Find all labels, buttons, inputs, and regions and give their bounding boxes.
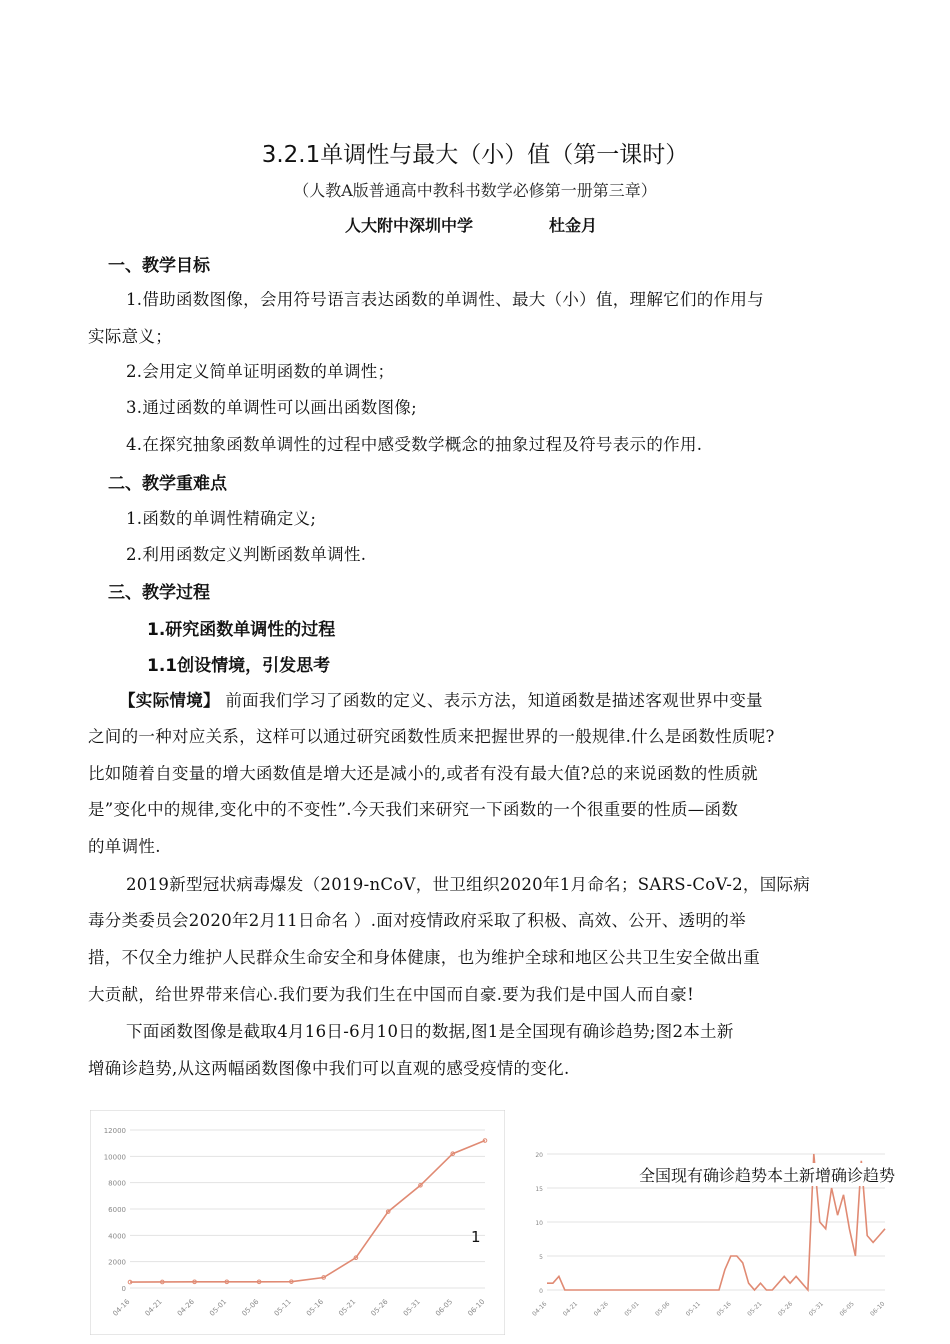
situation-paragraph-line: 比如随着自变量的增大函数值是增大还是减小的,或者有没有最大值?总的来说函数的性质就: [88, 764, 758, 783]
y-tick-label: 8000: [108, 1179, 126, 1188]
x-tick-label: 04-26: [175, 1297, 196, 1318]
situation-label: 【实际情境】: [119, 691, 220, 710]
x-tick-label: 05-06: [654, 1300, 672, 1318]
objective-line: 3.通过函数的单调性可以画出函数图像;: [126, 398, 418, 417]
y-tick-label: 0: [539, 1288, 543, 1295]
y-tick-label: 10000: [103, 1153, 126, 1162]
chart-existing-confirmed: [90, 1110, 505, 1335]
subheading-research: 1.研究函数单调性的过程: [147, 620, 336, 640]
page-subtitle: （人教A版普通高中教科书数学必修第一册第三章）: [293, 181, 657, 200]
x-tick-label: 04-16: [531, 1300, 549, 1318]
chart-intro-line: 下面函数图像是截取4月16日-6月10日的数据,图1是全国现有确诊趋势;图2本土新: [126, 1022, 734, 1041]
x-tick-label: 05-16: [715, 1300, 733, 1318]
series-line-existing: [130, 1141, 485, 1283]
y-tick-label: 0: [121, 1285, 126, 1293]
x-tick-label: 06-10: [466, 1297, 487, 1318]
objective-line: 1.借助函数图像，会用符号语言表达函数的单调性、最大（小）值，理解它们的作用与: [126, 290, 764, 309]
objective-line: 实际意义；: [88, 327, 172, 346]
situation-paragraph-line: 是”变化中的规律,变化中的不变性”.今天我们来研究一下函数的一个很重要的性质—函数: [88, 800, 739, 819]
x-tick-label: 05-01: [623, 1300, 641, 1318]
subheading-situation: 1.1创设情境，引发思考: [147, 656, 331, 676]
covid-paragraph-line: 大贡献，给世界带来信心.我们要为我们生在中国而自豪.要为我们是中国人而自豪!: [88, 985, 695, 1004]
situation-paragraph-line: [119, 687, 763, 711]
y-tick-label: 6000: [108, 1206, 126, 1214]
covid-paragraph-line: 毒分类委员会2020年2月11日命名 ）.面对疫情政府采取了积极、高效、公开、透明的举: [88, 911, 746, 930]
author-name: 杜金月: [549, 216, 598, 235]
x-tick-label: 06-05: [434, 1297, 455, 1318]
y-tick-label: 4000: [108, 1232, 126, 1241]
objective-line: 2.会用定义简单证明函数的单调性；: [126, 362, 395, 381]
chart-intro-line: 增确诊趋势,从这两幅函数图像中我们可以直观的感受疫情的变化.: [88, 1059, 570, 1078]
x-tick-label: 04-21: [561, 1300, 580, 1318]
section-heading-objectives: 一、教学目标: [108, 256, 210, 276]
y-tick-label: 12000: [103, 1127, 126, 1135]
situation-paragraph-line: 之间的一种对应关系，这样可以通过研究函数性质来把握世界的一般规律.什么是函数性质呢?: [88, 727, 775, 746]
x-tick-label: 05-01: [208, 1297, 229, 1318]
y-tick-label: 20: [535, 1152, 543, 1159]
x-tick-label: 06-10: [869, 1300, 887, 1318]
x-tick-label: 05-11: [272, 1297, 293, 1318]
x-tick-label: 04-26: [592, 1300, 610, 1318]
section-heading-key-points: 二、教学重难点: [108, 474, 227, 494]
y-tick-label: 10: [535, 1220, 543, 1227]
x-tick-label: 05-26: [369, 1297, 390, 1318]
page-title: 3.2.1单调性与最大（小）值（第一课时）: [261, 142, 689, 168]
x-tick-label: 05-31: [401, 1297, 422, 1318]
x-tick-label: 04-16: [111, 1297, 132, 1318]
situation-text: 前面我们学习了函数的定义、表示方法，知道函数是描述客观世界中变量: [219, 691, 763, 710]
x-tick-label: 05-21: [746, 1300, 764, 1318]
figure-label-1: 1: [471, 1228, 481, 1246]
x-tick-label: 05-21: [337, 1297, 358, 1318]
y-tick-label: 15: [535, 1186, 543, 1193]
x-tick-label: 06-05: [838, 1300, 856, 1318]
y-tick-label: 2000: [108, 1258, 126, 1267]
key-point-line: 1.函数的单调性精确定义;: [126, 509, 317, 528]
x-tick-label: 05-26: [776, 1300, 795, 1318]
x-tick-label: 05-06: [240, 1297, 261, 1318]
y-tick-label: 5: [539, 1254, 543, 1261]
school-name: 人大附中深圳中学: [345, 216, 474, 235]
situation-paragraph-line: 的单调性.: [88, 837, 161, 856]
x-tick-label: 05-16: [305, 1297, 326, 1318]
section-heading-process: 三、教学过程: [108, 583, 210, 603]
x-tick-label: 05-31: [807, 1300, 825, 1318]
covid-paragraph-line: 2019新型冠状病毒爆发（2019-nCoV，世卫组织2020年1月命名；SARS-CoV-2，国际病: [126, 875, 811, 894]
x-tick-label: 05-11: [684, 1300, 703, 1318]
key-point-line: 2.利用函数定义判断函数单调性.: [126, 545, 367, 564]
covid-paragraph-line: 措，不仅全力维护人民群众生命安全和身体健康，也为维护全球和地区公共卫生安全做出重: [88, 948, 760, 967]
chart-frame: [90, 1110, 505, 1335]
x-tick-label: 04-21: [143, 1297, 164, 1318]
objective-line: 4.在探究抽象函数单调性的过程中感受数学概念的抽象过程及符号表示的作用.: [126, 435, 703, 454]
chart-overlay-caption: 全国现有确诊趋势本土新增确诊趋势: [639, 1163, 895, 1186]
